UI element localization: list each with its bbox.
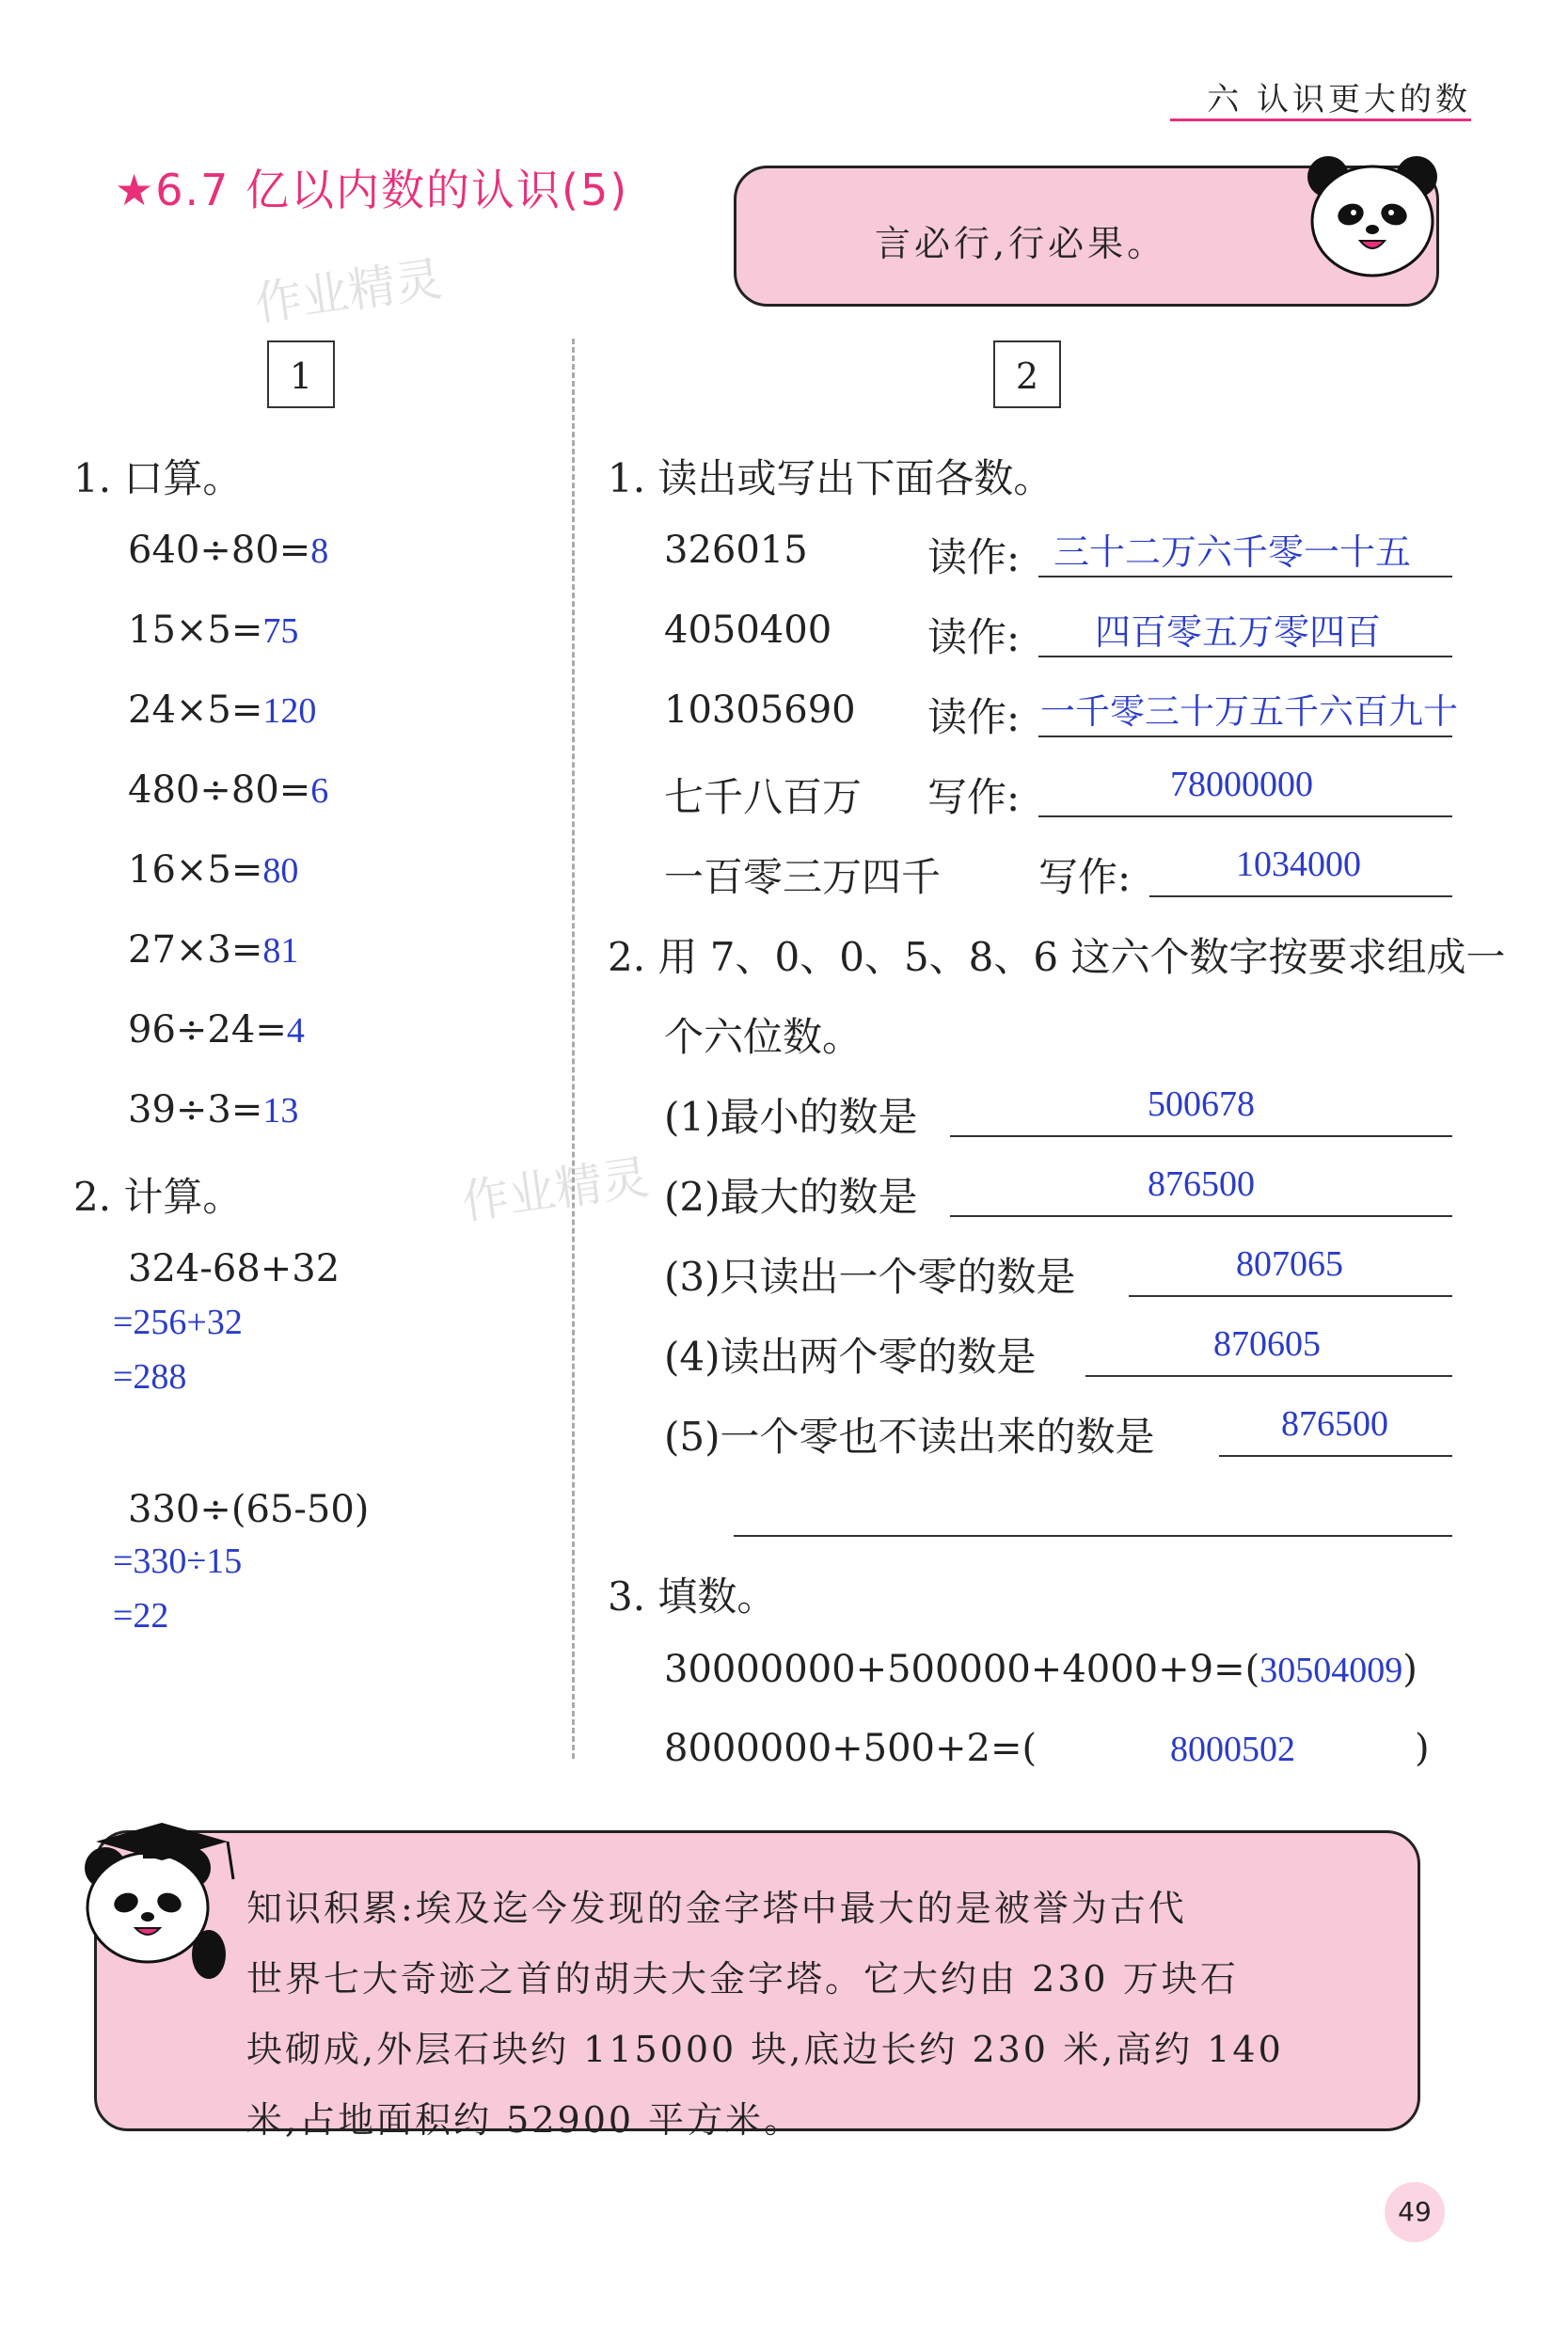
close-paren: ) [1402,1648,1418,1691]
answer-line [1038,656,1452,657]
sub-question: (4)读出两个零的数是 [664,1334,1037,1380]
question-2-heading-cont: 个六位数。 [664,1014,863,1060]
oral-calc-item [128,768,328,812]
sub-question: (5)一个零也不读出来的数是 [664,1414,1155,1460]
panda-icon [1302,150,1443,282]
answer: 80 [262,851,299,891]
watermark: 作业精灵 [458,1149,653,1230]
answer-line [1038,735,1452,737]
number-item: 七千八百万 [664,774,863,820]
sub-question: (1)最小的数是 [664,1094,918,1140]
answer: 30504009 [1259,1651,1403,1690]
answer: 6 [310,771,329,811]
answer: 876500 [1281,1404,1388,1444]
answer-line [1085,1375,1452,1377]
sub-question: (2)最大的数是 [664,1174,918,1220]
fill-row-2-close: ) [1415,1727,1430,1770]
question-1-heading: 1. 口算。 [73,455,243,501]
oral-calc-item [128,848,298,892]
calc-2-step-2: =22 [113,1596,169,1636]
answer: 三十二万六千零一十五 [1053,531,1412,573]
write-label: 写作: [927,774,1021,820]
oral-calc-item [128,529,328,572]
expression: 39÷3= [128,1088,263,1131]
part-1-box: 1 [267,340,335,408]
fill-row-2-answer: 8000502 [1170,1730,1295,1769]
oral-calc-item [128,1088,298,1131]
expression: 480÷80= [128,768,311,812]
answer: 1034000 [1236,845,1361,884]
part-2-box: 2 [993,340,1061,408]
expression: 27×3= [128,928,263,972]
answer: 870605 [1213,1324,1321,1364]
fill-row-1 [664,1648,1418,1691]
answer-line [1038,576,1452,577]
answer-line [1038,815,1452,817]
answer-line [1129,1295,1452,1297]
answer-line-extra [734,1535,1452,1537]
fill-row-2-expression: 8000000+500+2=( [664,1727,1037,1770]
expression: 24×5= [128,688,263,732]
oral-calc-item [128,609,298,652]
expression: 16×5= [128,848,263,892]
number-item: 10305690 [664,688,856,732]
header-underline [1170,119,1471,121]
read-label: 读作: [927,534,1021,580]
expression: 96÷24= [128,1008,287,1052]
read-label: 读作: [927,614,1021,660]
question-2-heading: 2. 用 7、0、0、5、8、6 这六个数字按要求组成一 [608,934,1506,980]
expression: 30000000+500000+4000+9=( [664,1648,1260,1691]
question-3-heading: 3. 填数。 [608,1574,777,1620]
answer: 876500 [1148,1164,1255,1204]
answer: 81 [262,931,299,971]
knowledge-line-4: 米,占地面积约 52900 平方米。 [246,2099,803,2141]
answer-line [950,1135,1452,1137]
calc-1-step-2: =288 [113,1357,187,1397]
answer: 四百零五万零四百 [1095,611,1382,653]
answer: 13 [262,1091,299,1131]
motto-text: 言必行,行必果。 [875,223,1167,264]
oral-calc-item [128,688,316,732]
page-title: ★6.7 亿以内数的认识(5) [115,165,629,215]
answer-line [950,1215,1452,1217]
knowledge-line-3: 块砌成,外层石块约 115000 块,底边长约 230 米,高约 140 [246,2029,1284,2070]
question-1-heading: 1. 读出或写出下面各数。 [608,455,1053,501]
number-item: 326015 [664,529,808,572]
expression: 640÷80= [128,529,311,572]
calc-1-expression: 324-68+32 [128,1247,341,1290]
calc-2-step-1: =330÷15 [113,1542,243,1581]
read-label: 读作: [927,694,1021,740]
watermark: 作业精灵 [251,251,446,332]
oral-calc-item [128,928,298,972]
write-label: 写作: [1038,854,1132,900]
answer: 78000000 [1170,765,1313,804]
panda-graduate-icon [68,1813,246,1983]
column-divider [572,339,575,1759]
answer: 4 [286,1011,305,1051]
answer: 120 [262,691,317,731]
number-item: 一百零三万四千 [664,854,942,900]
knowledge-line-2: 世界七大奇迹之首的胡夫大金字塔。它大约由 230 万块石 [246,1958,1239,2000]
answer: 807065 [1236,1244,1343,1284]
expression: 15×5= [128,609,263,652]
sub-question: (3)只读出一个零的数是 [664,1254,1076,1300]
number-item: 4050400 [664,609,832,652]
knowledge-line-1: 知识积累:埃及迄今发现的金字塔中最大的是被誉为古代 [246,1888,1187,1929]
answer: 75 [262,611,299,651]
answer: 一千零三十万五千六百九十 [1040,691,1458,732]
answer: 8 [310,531,329,571]
oral-calc-item [128,1008,305,1052]
answer-line [1219,1455,1452,1457]
page-number: 49 [1385,2182,1445,2242]
question-2-heading: 2. 计算。 [73,1174,243,1220]
section-header: 六 认识更大的数 [1207,81,1471,119]
calc-1-step-1: =256+32 [113,1303,243,1342]
answer: 500678 [1148,1084,1255,1124]
answer-line [1149,895,1452,897]
calc-2-expression: 330÷(65-50) [128,1488,370,1531]
